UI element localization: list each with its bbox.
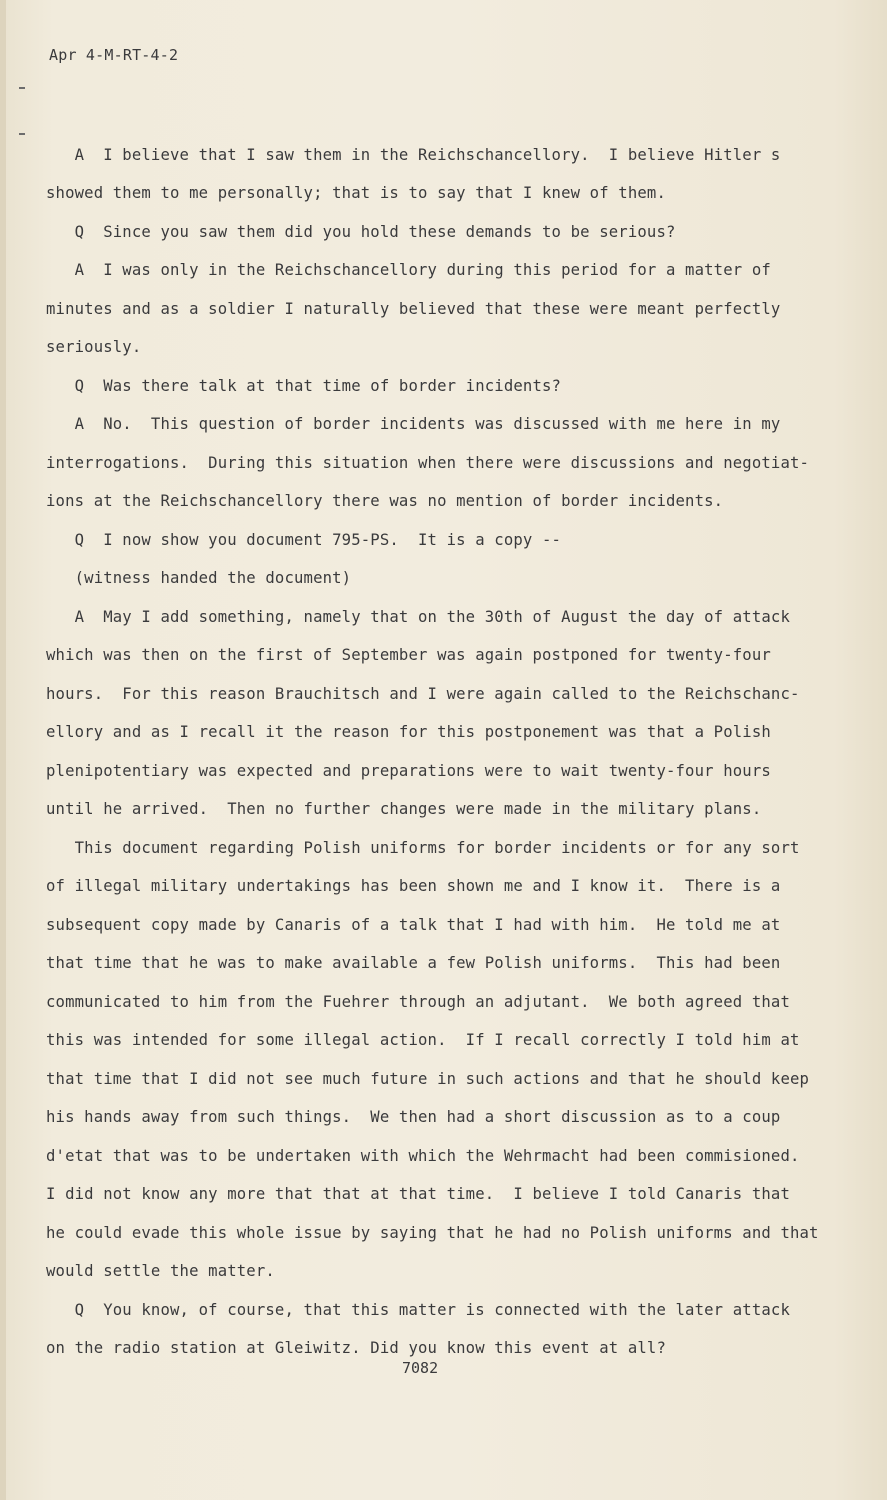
- text-line: minutes and as a soldier I naturally believed that these were meant perfectly: [46, 300, 781, 318]
- text-line: would settle the matter.: [46, 1262, 275, 1280]
- text-line: A I was only in the Reichschancellory during this period for a matter of: [46, 261, 771, 279]
- text-line: that time that he was to make available a few Polish uniforms. This had been: [46, 954, 781, 972]
- text-line: subsequent copy made by Canaris of a talk that I had with him. He told me at: [46, 916, 781, 934]
- text-line: that time that I did not see much future in such actions and that he should keep: [46, 1070, 810, 1088]
- text-line: showed them to me personally; that is to say that I knew of them.: [46, 184, 666, 202]
- text-line: This document regarding Polish uniforms for border incidents or for any sort: [46, 839, 800, 857]
- text-line: Q You know, of course, that this matter is connected with the later attack: [46, 1301, 790, 1319]
- text-line: Q Since you saw them did you hold these demands to be serious?: [46, 223, 676, 241]
- text-line: until he arrived. Then no further changes were made in the military plans.: [46, 800, 762, 818]
- text-line: Q I now show you document 795-PS. It is a copy --: [46, 531, 562, 549]
- document-reference: Apr 4-M-RT-4-2: [49, 46, 179, 64]
- text-line: communicated to him from the Fuehrer through an adjutant. We both agreed that: [46, 993, 790, 1011]
- text-line: his hands away from such things. We then had a short discussion as to a coup: [46, 1108, 781, 1126]
- text-line: of illegal military undertakings has been shown me and I know it. There is a: [46, 877, 781, 895]
- text-line: I did not know any more that that at that time. I believe I told Canaris that: [46, 1185, 790, 1203]
- text-line: seriously.: [46, 338, 142, 356]
- text-line: he could evade this whole issue by saying that he had no Polish uniforms and that: [46, 1224, 819, 1242]
- text-line: plenipotentiary was expected and preparations were to wait twenty-four hours: [46, 762, 771, 780]
- text-line: Q Was there talk at that time of border incidents?: [46, 377, 562, 395]
- text-line: ellory and as I recall it the reason for this postponement was that a Polish: [46, 723, 771, 741]
- text-line: (witness handed the document): [46, 569, 352, 587]
- text-line: ions at the Reichschancellory there was no mention of border incidents.: [46, 492, 724, 510]
- text-line: A I believe that I saw them in the Reichschancellory. I believe Hitler s: [46, 146, 781, 164]
- margin-mark: [19, 133, 25, 135]
- text-line: this was intended for some illegal action. If I recall correctly I told him at: [46, 1031, 800, 1049]
- text-line: on the radio station at Gleiwitz. Did you know this event at all?: [46, 1339, 666, 1357]
- page-number: 7082: [402, 1359, 439, 1377]
- text-line: which was then on the first of September was again postponed for twenty-four: [46, 646, 771, 664]
- text-line: d'etat that was to be undertaken with which the Wehrmacht had been commisioned.: [46, 1147, 800, 1165]
- paper-edge: [0, 0, 6, 1500]
- text-line: interrogations. During this situation when there were discussions and negotiat-: [46, 454, 810, 472]
- margin-mark: [19, 87, 25, 89]
- text-line: A May I add something, namely that on the 30th of August the day of attack: [46, 608, 790, 626]
- text-line: hours. For this reason Brauchitsch and I were again called to the Reichschanc-: [46, 685, 800, 703]
- text-line: A No. This question of border incidents was discussed with me here in my: [46, 415, 781, 433]
